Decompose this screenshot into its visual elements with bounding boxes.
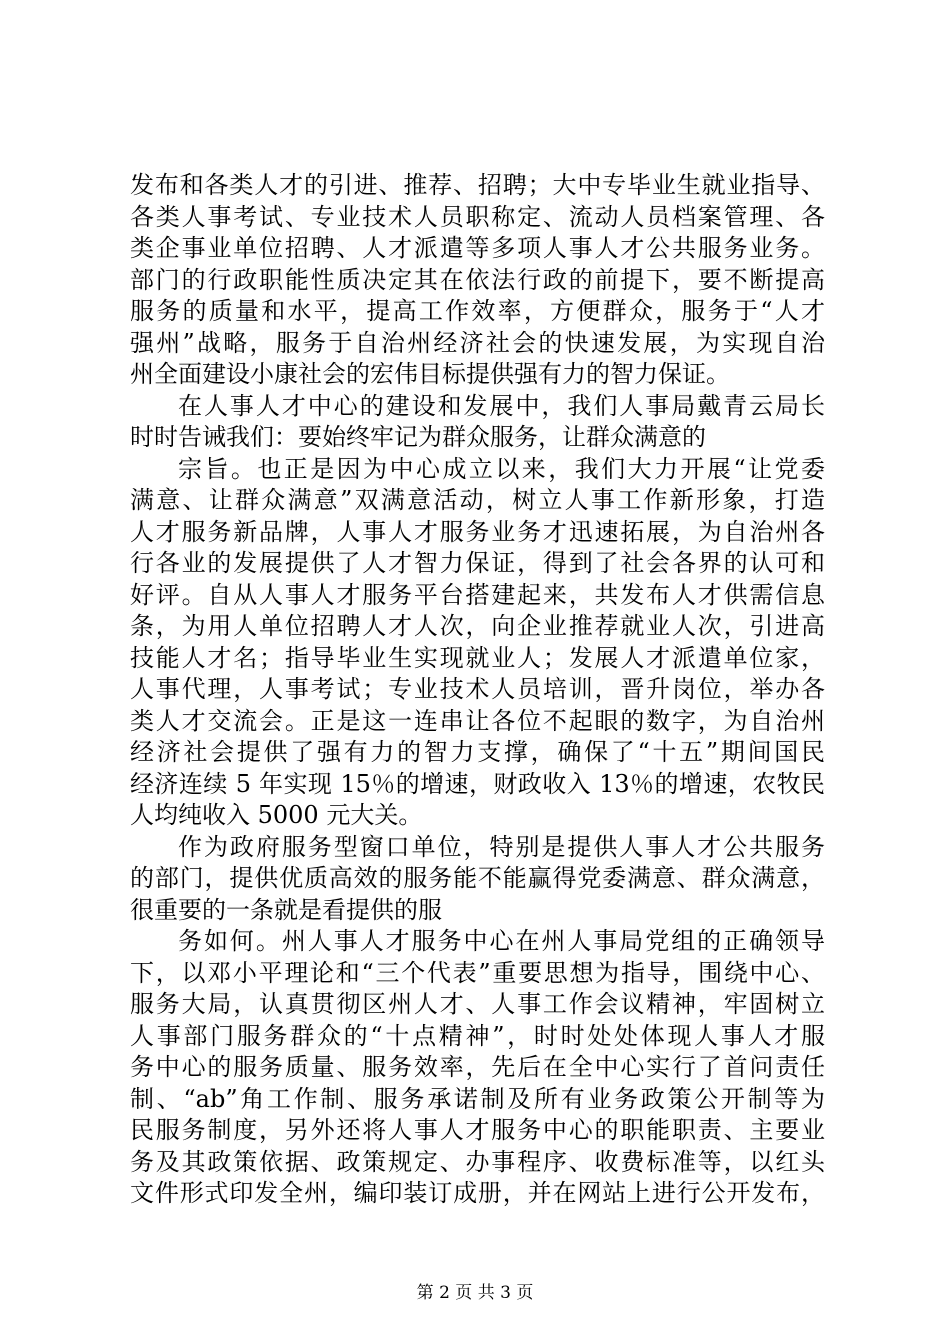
text-line: 满意、让群众满意”双满意活动，树立人事工作新形象，打造 — [130, 486, 825, 514]
text-line: 经济社会提供了强有力的智力支撑，确保了“十五”期间国民 — [130, 738, 825, 766]
text-line: 服务大局，认真贯彻区州人才、人事工作会议精神，牢固树立 — [130, 990, 825, 1018]
text-line: 制、“ab”角工作制、服务承诺制及所有业务政策公开制等为 — [130, 1084, 825, 1113]
text-line: 行各业的发展提供了人才智力保证，得到了社会各界的认可和 — [130, 549, 825, 577]
text-line: 宗旨。也正是因为中心成立以来，我们大力开展“让党委 — [178, 454, 825, 483]
text-line: 条，为用人单位招聘人才人次，向企业推荐就业人次，引进高 — [130, 612, 825, 640]
text-line: 类人才交流会。正是这一连串让各位不起眼的数字，为自治州 — [130, 706, 825, 735]
text-line: 类企事业单位招聘、人才派遣等多项人事人才公共服务业务。 — [130, 234, 825, 262]
text-line: 文件形式印发全州，编印装订成册，并在网站上进行公开发布， — [130, 1179, 825, 1207]
text-line: 在人事人才中心的建设和发展中，我们人事局戴青云局长 — [178, 391, 825, 420]
text-line: 人事部门服务群众的“十点精神”，时时处处体现人事人才服 — [130, 1021, 825, 1050]
text-line: 作为政府服务型窗口单位，特别是提供人事人才公共服务 — [178, 832, 825, 861]
text-line: 民服务制度，另外还将人事人才服务中心的职能职责、主要业 — [130, 1116, 825, 1144]
text-line: 人均纯收入 5000 元大关。 — [130, 801, 423, 829]
text-line: 很重要的一条就是看提供的服 — [130, 895, 442, 924]
text-line: 下，以邓小平理论和“三个代表”重要思想为指导，围绕中心、 — [130, 958, 825, 987]
text-line: 好评。自从人事人才服务平台搭建起来，共发布人才供需信息 — [130, 580, 825, 609]
text-line: 人才服务新品牌，人事人才服务业务才迅速拓展，为自治州各 — [130, 517, 825, 546]
text-line: 人事代理，人事考试；专业技术人员培训，晋升岗位，举办各 — [130, 675, 825, 703]
text-line: 务及其政策依据、政策规定、办事程序、收费标准等，以红头 — [130, 1147, 825, 1176]
document-body — [130, 170, 825, 1210]
text-line: 各类人事考试、专业技术人员职称定、流动人员档案管理、各 — [130, 202, 825, 231]
text-line: 州全面建设小康社会的宏伟目标提供强有力的智力保证。 — [130, 360, 730, 388]
text-line: 的部门，提供优质高效的服务能不能赢得党委满意、群众满意， — [130, 864, 825, 892]
text-line: 时时告诫我们：要始终牢记为群众服务，让群众满意的 — [130, 423, 706, 451]
text-line: 务中心的服务质量、服务效率，先后在全中心实行了首问责任 — [130, 1053, 825, 1081]
text-line: 技能人才名；指导毕业生实现就业人；发展人才派遣单位家， — [130, 643, 825, 672]
text-line: 务如何。州人事人才服务中心在州人事局党组的正确领导 — [178, 927, 825, 955]
page-footer: 第 2 页 共 3 页 — [416, 1283, 534, 1303]
text-line: 经济连续 5 年实现 15％的增速，财政收入 13％的增速，农牧民 — [130, 769, 825, 798]
text-line: 发布和各类人才的引进、推荐、招聘；大中专毕业生就业指导、 — [130, 171, 825, 199]
text-line: 部门的行政职能性质决定其在依法行政的前提下，要不断提高 — [130, 265, 825, 294]
text-line: 强州”战略，服务于自治州经济社会的快速发展，为实现自治 — [130, 328, 825, 357]
text-line: 服务的质量和水平，提高工作效率，方便群众，服务于“人才 — [130, 297, 825, 325]
